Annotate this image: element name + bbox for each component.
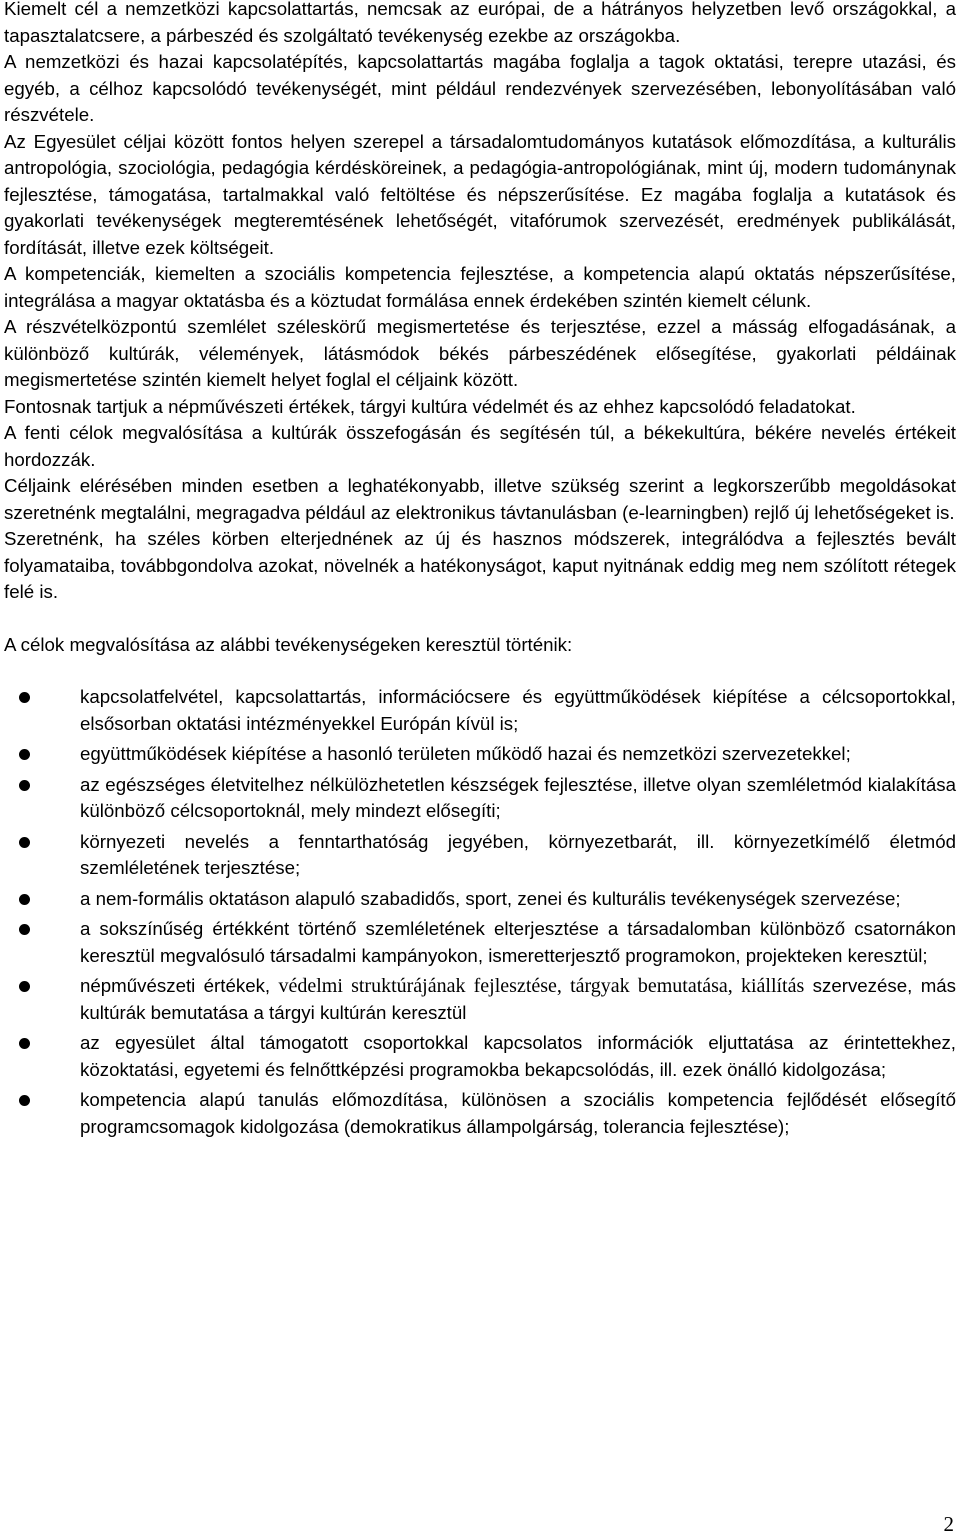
list-item-text: a nem-formális oktatáson alapuló szabadidős, sport, zenei és kulturális tevékenységek szervezése;: [80, 887, 901, 909]
page-number: 2: [943, 1512, 954, 1536]
list-item: [80, 1087, 956, 1140]
list-item: [80, 916, 956, 969]
bullet-icon: [19, 692, 30, 703]
list-item: [80, 973, 956, 1026]
bullet-icon: [19, 1095, 30, 1106]
list-item-text: kapcsolatfelvétel, kapcsolattartás, információcsere és együttműködések kiépítése a célcsoportokkal, elsősorban oktatási intézményekkel Európán kívül is;: [80, 686, 956, 734]
list-item: [80, 1030, 956, 1083]
list-item-text: a sokszínűség értékként történő szemléletének elterjesztése a társadalomban különböző csatornákon keresztül megvalósuló társadalmi kampányokon, ismeretterjesztő programokon, projekteken keresztül;: [80, 918, 956, 966]
list-item-text: kompetencia alapú tanulás előmozdítása, különösen a szociális kompetencia fejlődését elősegítő programcsomagok kidolgozása (demokratikus állampolgárság, tolerancia fejlesztése);: [80, 1089, 956, 1137]
document-page: [4, 0, 956, 1144]
list-item-text: az egészséges életvitelhez nélkülözhetetlen készségek fejlesztése, illetve olyan szemléletmód kialakítása különböző célcsoportoknál, mely mindezt elősegíti;: [80, 773, 956, 821]
bullet-icon: [19, 981, 30, 992]
paragraph-e-learning: Céljaink elérésében minden esetben a leghatékonyabb, illetve szükség szerint a legkorszerűbb megoldásokat szeretnénk megtalálni, megragadva például az elektronikus távtanulásban (e-learningben) rejlő új lehetőségeket is.: [4, 475, 956, 523]
list-item: [80, 886, 956, 913]
paragraph-international-contacts: Kiemelt cél a nemzetközi kapcsolattartás, nemcsak az európai, de a hátrányos helyzetben levő országokkal, a tapasztalatcsere, a párbeszéd és szolgáltató tevékenység ezekbe az országokba.: [4, 0, 956, 46]
bullet-icon: [19, 924, 30, 935]
list-item-text: az egyesület által támogatott csoportokkal kapcsolatos információk eljuttatása az érintettekhez, közoktatási, egyetemi és felnőttképzési programokba bekapcsolódás, ill. ezek önálló kidolgozása;: [80, 1032, 956, 1080]
bullet-icon: [19, 837, 30, 848]
list-item: [80, 772, 956, 825]
paragraph-methods: Szeretnénk, ha széles körben elterjednének az új és hasznos módszerek, integrálódva a fejlesztés bevált folyamataiba, továbbgondolva azokat, növelnék a hatékonyságot, kaput nyitnának eddig meg nem szólított rétegek felé is.: [4, 528, 956, 602]
paragraph-competencies: A kompetenciák, kiemelten a szociális kompetencia fejlesztése, a kompetencia alapú oktatás népszerűsítése, integrálása a magyar oktatásba és a köztudat formálása ennek érdekében szintén kiemelt célunk.: [4, 263, 956, 311]
paragraph-peace-culture: A fenti célok megvalósítása a kultúrák összefogásán és segítésén túl, a békekultúra, békére nevelés értékeit hordozzák.: [4, 422, 956, 470]
activities-intro: A célok megvalósítása az alábbi tevékenységeken keresztül történik:: [4, 633, 573, 655]
paragraph-research-goals: Az Egyesület céljai között fontos helyen szerepel a társadalomtudományos kutatások előmozdítása, a kulturális antropológia, szociológia, pedagógia kérdésköreinek, a pedagógia-antropológiának, mint új, modern tudománynak fejlesztése, támogatása, tartalmakkal való feltöltése és népszerűsítése. Ez magába foglalja a kutatások és gyakorlati tevékenységek megteremtésének lehetőségét, vitafórumok szervezését, eredmények publikálását, fordítását, illetve ezek költségeit.: [4, 130, 956, 258]
list-item-text: környezeti nevelés a fenntarthatóság jegyében, környezetbarát, ill. környezetkímélő életmód szemléletének terjesztése;: [80, 830, 956, 878]
list-item-text: együttműködések kiépítése a hasonló területen működő hazai és nemzetközi szervezetekkel;: [80, 743, 851, 764]
list-item-text-part: népművészeti értékek,: [80, 975, 271, 996]
bullet-icon: [19, 894, 30, 905]
bullet-icon: [19, 1038, 30, 1049]
bullet-icon: [19, 780, 30, 791]
paragraph-folk-art: Fontosnak tartjuk a népművészeti értékek, tárgyi kultúra védelmét és az ehhez kapcsolódó feladatokat.: [4, 395, 856, 417]
activities-list: [4, 684, 956, 1140]
paragraph-participation: A részvételközpontú szemlélet széleskörű megismertetése és terjesztése, ezzel a másság elfogadásának, a különböző kultúrák, vélemények, látásmódok békés párbeszédének elősegítése, gyakorlati példáinak megismertetése szintén kiemelt helyet foglal el céljaink között.: [4, 316, 956, 390]
list-item: [80, 684, 956, 737]
paragraph-relationship-building: A nemzetközi és hazai kapcsolatépítés, kapcsolattartás magába foglalja a tagok oktatási, terepre utazási, és egyéb, a célhoz kapcsolódó tevékenységét, mint például rendezvények szervezésében, lebonyolításában való részvétele.: [4, 51, 956, 125]
bullet-icon: [19, 749, 30, 760]
list-item: [80, 741, 956, 768]
paragraph-spacer: [4, 606, 956, 632]
list-item-text-serif-part: védelmi struktúrájának fejlesztése, tárgyak bemutatása, kiállítás: [278, 975, 805, 997]
list-item-text-part: szervezése, más kultúrák bemutatása a tárgyi kultúrán keresztül: [80, 975, 957, 1023]
list-item: [80, 829, 956, 882]
